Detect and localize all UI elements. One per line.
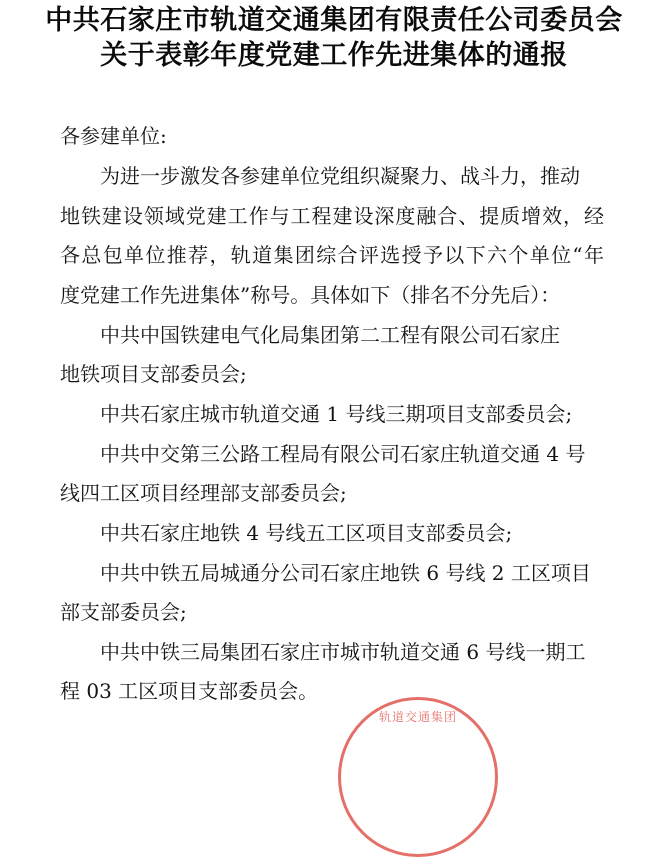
unit-item-line: 地铁项目支部委员会; [60,362,247,386]
unit-item-line: 线四工区项目经理部支部委员会; [60,481,347,505]
official-seal-text: 轨道交通集团 [378,710,457,724]
official-seal [338,697,498,857]
document-title-line-1: 中共石家庄市轨道交通集团有限责任公司委员会 [45,5,623,36]
official-seal-inner [351,710,485,844]
paragraph-line: 地铁建设领域党建工作与工程建设深度融合、提质增效，经 [60,204,604,228]
salutation: 各参建单位: [60,124,167,148]
unit-item-line: 中共石家庄地铁 4 号线五工区项目支部委员会; [100,521,513,545]
paragraph-line: 为进一步激发各参建单位党组织凝聚力、战斗力，推动 [100,164,580,188]
unit-item-line: 中共中国铁建电气化局集团第二工程有限公司石家庄 [100,323,560,347]
unit-item-line: 中共中交第三公路工程局有限公司石家庄轨道交通 4 号 [100,442,586,466]
unit-item-line: 中共石家庄城市轨道交通 1 号线三期项目支部委员会; [100,402,573,426]
paragraph-line: 度党建工作先进集体”称号。具体如下（排名不分先后）： [60,283,561,307]
paragraph-line: 各总包单位推荐，轨道集团综合评选授予以下六个单位“年 [60,243,604,267]
document-title-line-2: 关于表彰年度党建工作先进集体的通报 [100,40,568,71]
unit-item-line: 程 03 工区项目支部委员会。 [60,679,319,703]
unit-item-line: 中共中铁五局城通分公司石家庄地铁 6 号线 2 工区项目 [100,561,591,585]
unit-item-line: 部支部委员会; [60,600,187,624]
unit-item-line: 中共中铁三局集团石家庄市城市轨道交通 6 号线一期工 [100,640,586,664]
